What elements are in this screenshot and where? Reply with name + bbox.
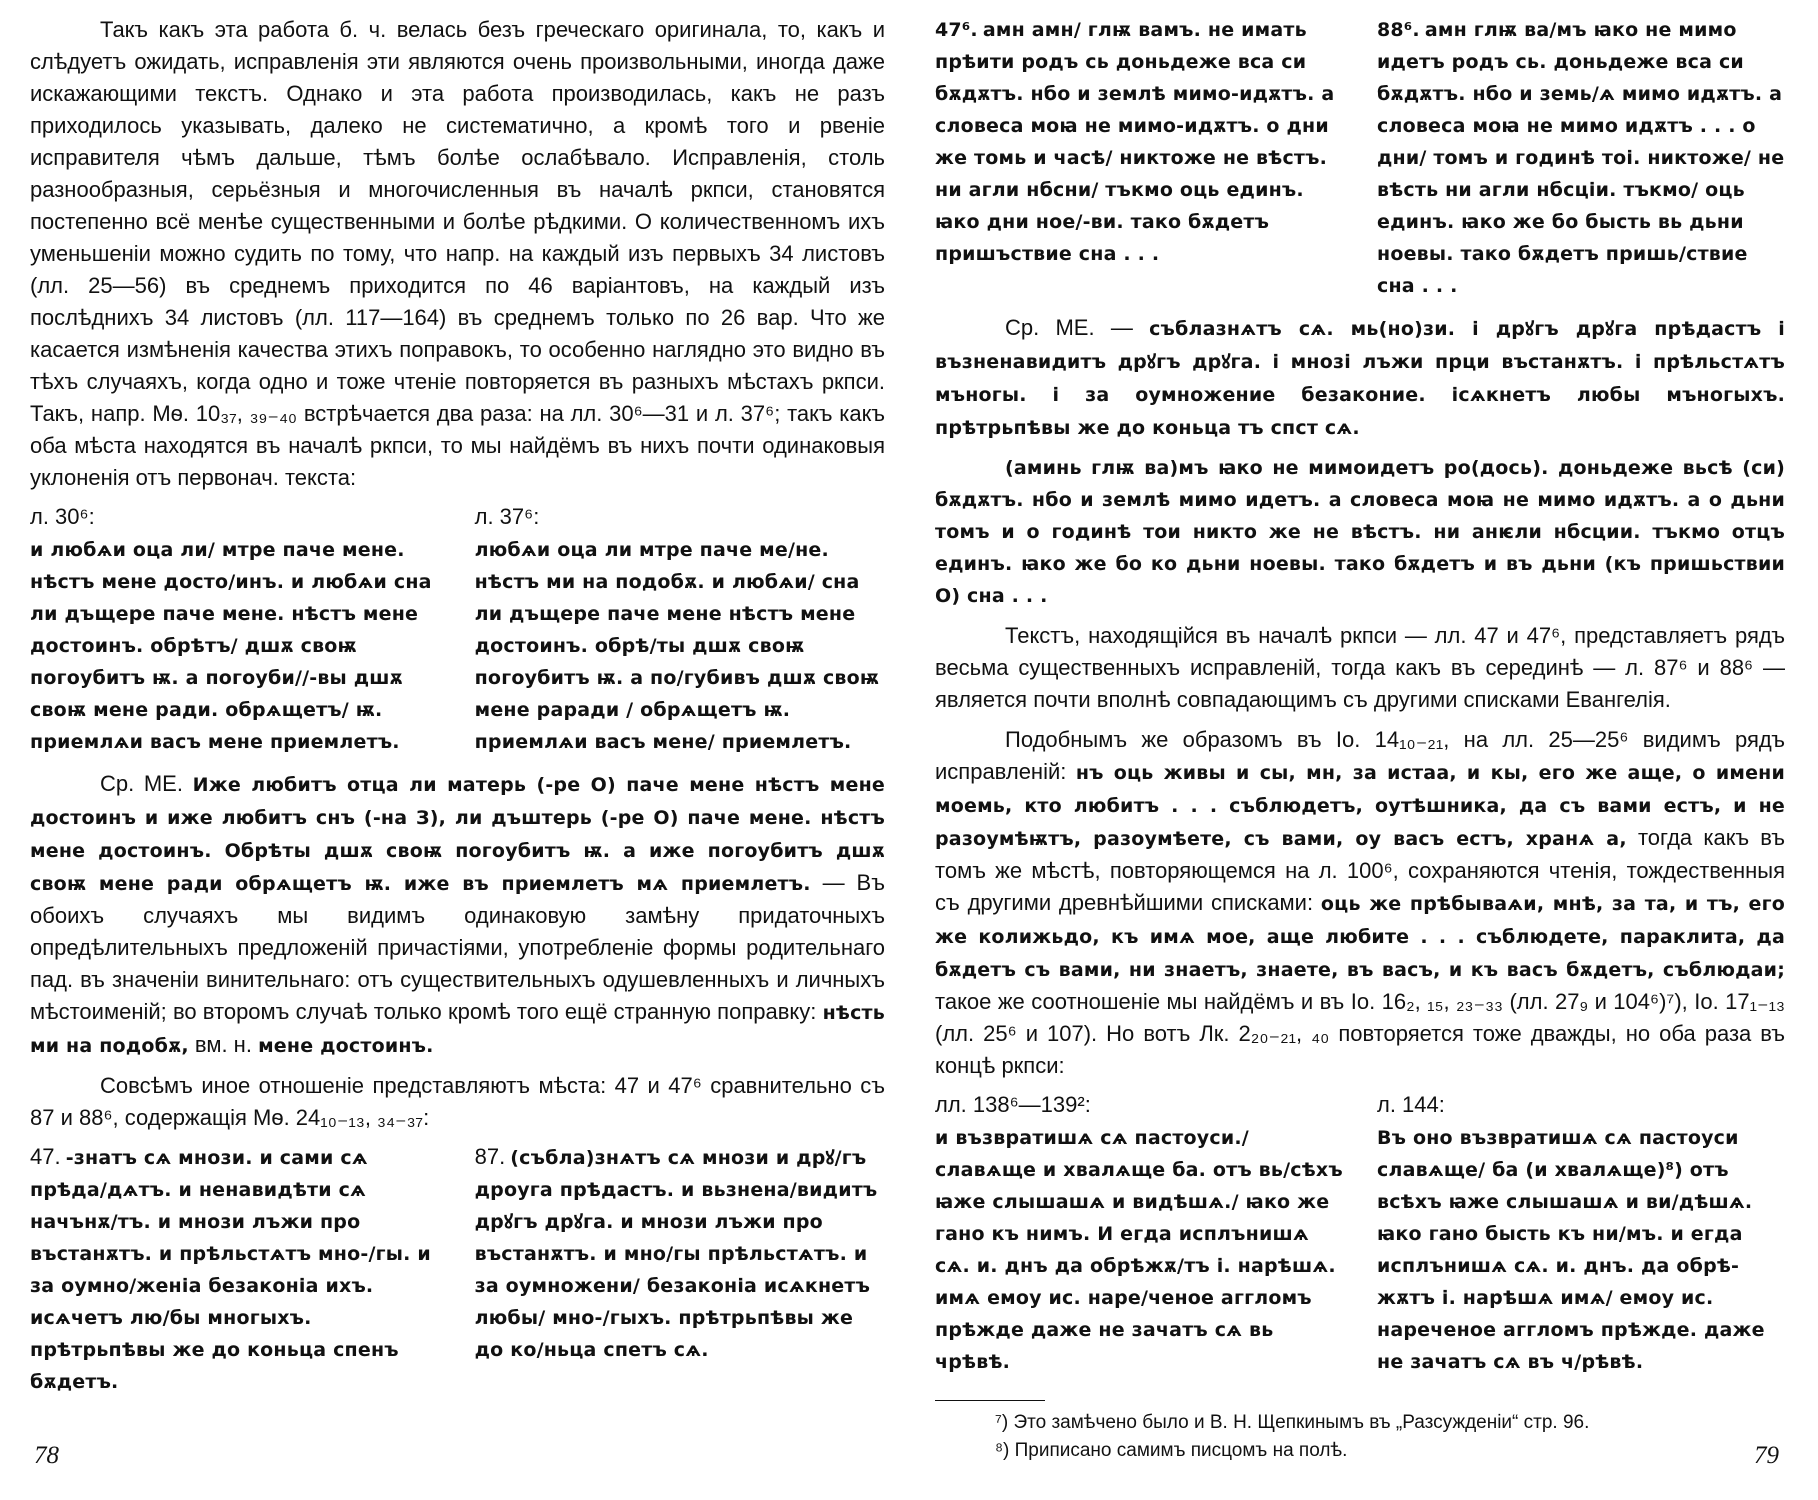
slavonic-quote: -знатъ сѧ мнози. и сами сѧ прѣда/дѧтъ. и ненавидѣти сѧ начънѫ/тъ. и мнози лъжи про въстанѫтъ. и прѣльстѧтъ мно-/гы. и за оумно/женіа безаконіа ихъ. исѧчетъ лю/бы многыхъ. прѣтрьпѣвы же до коньца спенъ бѫдетъ. [30,1147,431,1393]
slavonic-inline: нѣсть ми на подобѫ, [30,1002,885,1057]
slavonic-paragraph: (аминь глѭ ва)мъ ꙗко не мимоидетъ ро(дось). доньдеже вьсѣ (си) бѫдѫтъ. нбо и землѣ мимо идетъ. а словеса моꙗ не мимо идѫтъ. а о дьни томъ и о годинѣ тои никто же не вѣстъ. ни анѥли нбсции. тъкмо отцъ единъ. ꙗко же бо ко дьни ноевы. тако бѫдетъ и въ дьни (къ пришьствии О) сна . . . [935,457,1785,607]
commentary-text: тогда какъ въ томъ же мѣстѣ, повторяющемся на л. 100⁶, сохраняются чтенія, тождественныя съ другими древнѣйшими списками: [935,825,1785,915]
section-paragraph: Совсѣмъ иное отношеніе представляютъ мѣста: 47 и 47⁶ сравнительно съ 87 и 88⁶, содержащія Мѳ. 24₁₀₋₁₃, ₃₄₋₃₇: [30,1073,885,1130]
slavonic-quote: Въ оно възвратишѧ сѧ пастоуси славѧще/ ба (и хвалѧще)⁸) отъ всѣхъ ꙗже слышашѧ и ви/дѣшѧ. ꙗко гано бысть къ ни/мъ. и егда исплънишѧ сѧ. и. днъ. да обрѣ-жѫтъ і. нарѣшѧ имѧ/ емоу ис. нареченое аггломъ прѣжде. даже не зачатъ сѧ въ ч/рѣвѣ. [1377,1127,1765,1373]
column-label: 47. [30,1144,61,1169]
column-left [30,1142,440,1398]
slavonic-quote: любѧи оца ли мтре паче ме/не. нѣстъ ми на подобѫ. и любѧи/ сна ли дъщере паче мене нѣстъ мене достоинъ. обрѣ/ты дшѫ своѭ погоубитъ ѭ. а по/губивъ дшѫ своѭ мене раради / обрѧщетъ ѭ. приемлѧи васъ мене/ приемлетъ. [474,539,880,753]
column-label: 47⁶. [935,19,978,41]
commentary-text: — Въ обоихъ случаяхъ мы видимъ одинаковую замѣну придаточныхъ опредѣлительныхъ предложеній причастіями, употребленіе формы родительнаго пад. въ значеніи винительнаго: отъ существительныхъ одушевленныхъ и личныхъ мѣстоименій; во второмъ случаѣ только кромѣ того ещё странную поправку: [30,870,885,1024]
column-label: л. 144: [1377,1092,1445,1117]
column-label: 87. [474,1144,506,1169]
parallel-columns-2 [30,1142,885,1398]
column-left [935,14,1343,302]
commentary-text: такое же соотношеніе мы найдёмъ и въ Іо. 16₂, ₁₅, ₂₃₋₃₃ (лл. 27₉ и 104⁶)⁷), Іо. 17₁₋₁₃ (лл. 25⁶ и 107). Но вотъ Лк. 2₂₀₋₂₁, ₄₀ повторяется тоже дважды, но оба раза въ концѣ ркпси: [935,989,1785,1078]
parallel-columns-1 [935,14,1785,302]
footnote-7: ⁷) Это замѣчено было и В. Н. Щепкинымъ въ „Разсужденіи“ стр. 96. [995,1412,1590,1433]
column-left [935,1090,1343,1378]
slavonic-inline: оць же прѣбываѧи, мнѣ, за та, и тъ, его же колижьдо, къ имѧ мое, аще любите . . . съблюдете, параклита, да бѫдетъ съ вами, ни знаетъ, знаете, въ васъ, и къ васъ бѫдетъ, съблюдаи; [935,893,1785,981]
slavonic-quote: и любѧи оца ли/ мтре паче мене. нѣстъ мене досто/инъ. и любѧи сна ли дъщере паче мене. нѣстъ мене достоинъ. обрѣтъ/ дшѫ своѭ погоубитъ ѭ. а погоуби//-вы дшѫ своѭ мене ради. обрѧщетъ/ ѭ. приемлѧи васъ мене приемлетъ. [30,539,432,753]
text-paragraph [935,724,1785,1082]
page-number: 79 [1754,1442,1779,1469]
footnote-divider [935,1400,1045,1401]
column-label: лл. 138⁶—139²: [935,1092,1091,1117]
column-left [30,502,440,758]
parallel-columns-2 [935,1090,1785,1378]
slavonic-quote: и възвратишѧ сѧ пастоуси./ славѧще и хвалѧще ба. отъ вь/сѣхъ ꙗже слышашѧ и видѣшѧ./ ꙗко же гано къ нимъ. И егда исплънишѧ сѧ. и. днъ да обрѣжѫ/тъ і. нарѣшѧ. имѧ емоу ис. наре/ченое аггломъ прѣжде даже не зачатъ сѧ вь чрѣвѣ. [935,1127,1343,1373]
left-page [30,14,885,1484]
text-paragraph: Текстъ, находящійся въ началѣ ркпси — лл. 47 и 47⁶, представляетъ рядъ весьма существенныхъ исправленій, тогда какъ въ серединѣ — л. 87⁶ и 88⁶ — является почти вполнѣ совпадающимъ съ другими списками Евангелія. [935,623,1785,712]
column-right [475,502,885,758]
commentary-text: Подобнымъ же образомъ въ Іо. 14₁₀₋₂₁, на лл. 25—25⁶ видимъ рядъ исправленій: [935,727,1785,784]
slavonic-inline: нъ оць живы и сы, мн, за истаа, и кы, его же аще, о имени моемь, кто любитъ . . . съблюдетъ, оутѣшника, да съ вами естъ, и не разоумѣѭтъ, разоумѣете, съ вами, оу васъ естъ, хранѧ а, [935,762,1785,850]
column-right [1377,14,1785,302]
comparison-label: Ср. МЕ. [100,771,183,796]
comparison-paragraph [30,768,885,1062]
column-label: л. 37⁶: [474,504,540,529]
column-label: л. 30⁶: [30,504,95,529]
column-label: 88⁶. [1377,19,1420,41]
comparison-label: Ср. МЕ. — [1005,315,1133,340]
column-right [475,1142,885,1398]
page-number: 78 [34,1442,59,1469]
slavonic-quote: амн амн/ глѭ вамъ. не имать прѣити родъ сь доньдеже вса си бѫдѫтъ. нбо и землѣ мимо-идѫтъ. а словеса моꙗ не мимо-идѫтъ. о дни же томь и часѣ/ никтоже не вѣстъ. ни агли нбсни/ тъкмо оць единъ. ꙗко дни ное/-ви. тако бѫдетъ пришъствие сна . . . [935,19,1335,265]
footnote-8: ⁸) Приписано самимъ писцомъ на полѣ. [995,1440,1348,1461]
comparison-paragraph [935,312,1785,444]
parallel-columns-1 [30,502,885,758]
slavonic-quote: съблазнѧтъ сѧ. мь(но)зи. і дрꙋгъ дрꙋга прѣдастъ і възненавидитъ дрꙋгъ дрꙋга. і мнозі лъжи прци въстанѫтъ. і прѣльстѧтъ мъногы. і за оумножение безаконие. ісѧкнетъ любы мъногыхъ. прѣтрьпѣвы же до коньца тъ спст сѧ. [935,318,1785,439]
right-page [935,14,1785,1484]
slavonic-quote: (съблa)знѧтъ сѧ мнози и дрꙋ/гъ дроуга прѣдастъ. и вьзнена/видитъ дрꙋгъ дрꙋга. и мнози лъжи про въстанѫтъ. и мно/гы прѣльстѧтъ. и за оумножени/ безаконіа исѧкнетъ любы/ мно-/гыхъ. прѣтрьпѣвы же до ко/ньца спетъ сѧ. [474,1147,878,1361]
slavonic-inline: мене достоинъ. [258,1035,434,1057]
slavonic-quote: амн глѭ ва/мъ ꙗко не мимо идетъ родъ сь. доньдеже вса си бѫдѫтъ. нбо и земь/ѧ мимо идѫтъ. а словеса моꙗ не мимо идѫтъ . . . о дни/ томъ и годинѣ тоі. никтоже/ не вѣсть ни агли нбсціи. тъкмо/ оць единъ. ꙗко же бо бысть вь дьни ноевы. тако бѫдетъ пришь/ствие сна . . . [1377,19,1785,297]
commentary-text: вм. н. [194,1032,252,1057]
intro-paragraph: Такъ какъ эта работа б. ч. велась безъ греческаго оригинала, то, какъ и слѣдуетъ ожидать, исправленія эти являются очень произвольными, иногда даже искажающими текстъ. Однако и эта работа производилась, какъ не разъ приходилось указывать, далеко не систематично, а кромѣ того и рвеніе исправителя чѣмъ дальше, тѣмъ болѣе ослабѣвало. Исправленія, столь разнообразныя, серьёзныя и многочисленныя въ началѣ ркпси, становятся постепенно всё менѣе существенными и болѣе рѣдкими. О количественномъ ихъ уменьшеніи можно судить по тому, что напр. на каждый изъ первыхъ 34 листовъ (лл. 25—56) въ среднемъ приходится по 46 варіантовъ, на каждый изъ послѣднихъ 34 листовъ (лл. 117—164) въ среднемъ только по 26 вар. Что же касается измѣненія качества этихъ поправокъ, то особенно наглядно это видно въ тѣхъ случаяхъ, когда одно и тоже чтеніе повторяется въ разныхъ мѣстахъ ркпси. Такъ, напр. Мѳ. 10₃₇, ₃₉₋₄₀ встрѣчается два раза: на лл. 30⁶—31 и л. 37⁶; такъ какъ оба мѣста находятся въ началѣ ркпси, то мы найдёмъ въ нихъ почти одинаковыя уклоненія отъ первонач. текста: [30,17,885,490]
slavonic-quote: Иже любитъ отца ли матерь (-ре О) паче мене нѣстъ мене достоинъ и иже любитъ снъ (-на З), ли дъштерь (-ре О) паче мене. нѣстъ мене достоинъ. Обрѣты дшѫ своѭ погоубитъ ѭ. а иже погоубитъ дшѫ своѭ мене ради обрѧщетъ ѭ. иже въ приемлетъ мѧ приемлетъ. [30,774,885,895]
column-right [1377,1090,1785,1378]
